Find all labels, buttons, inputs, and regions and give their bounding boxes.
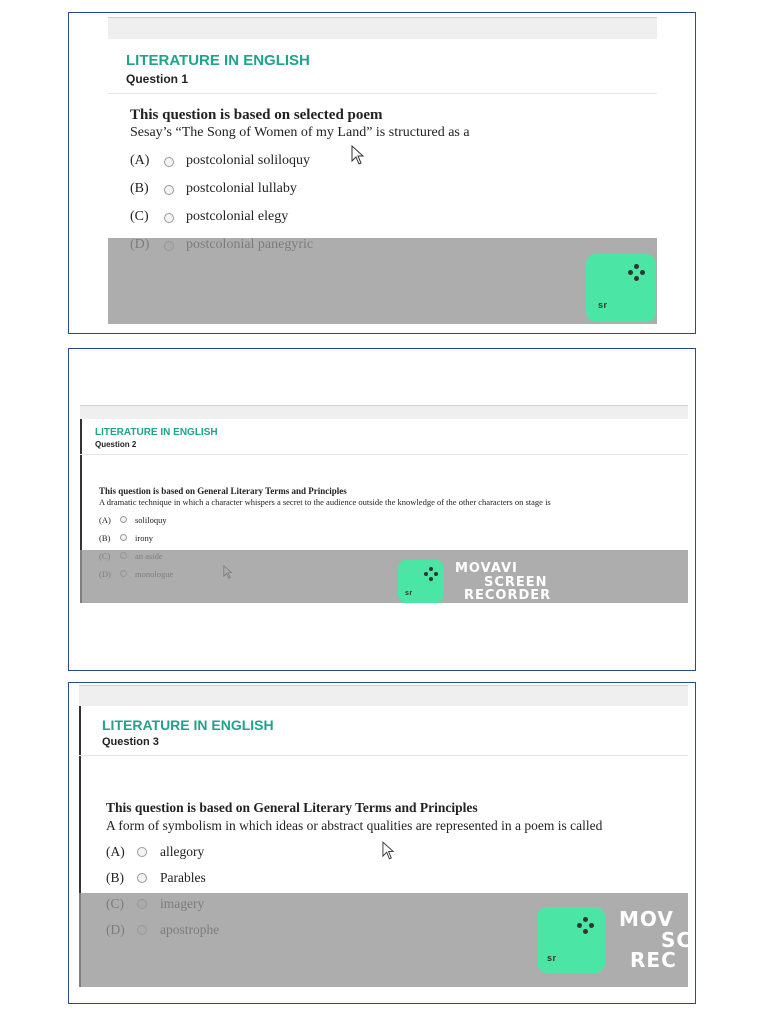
option-radio[interactable]	[164, 185, 174, 195]
panel-top-bar	[79, 685, 688, 706]
question-heading: This question is based on General Literary Terms and Principles	[106, 800, 478, 815]
movavi-recorder-logo	[398, 560, 444, 603]
option-radio[interactable]	[164, 213, 174, 223]
header-divider	[80, 454, 688, 455]
option-radio[interactable]	[137, 847, 147, 857]
panel-top-bar	[80, 405, 688, 419]
gamepad-dots-icon	[628, 264, 646, 282]
screenshot-frame-2	[68, 348, 696, 671]
option-label: allegory	[160, 844, 205, 859]
question-number: Question 3	[102, 736, 159, 748]
recorder-overlay	[108, 238, 657, 324]
header-divider	[79, 755, 688, 756]
question-panel-1	[108, 17, 657, 324]
option-letter: (A)	[106, 844, 125, 859]
movavi-recorder-logo	[586, 254, 656, 322]
recorder-badge: sr	[405, 590, 413, 597]
panel-top-bar	[108, 17, 657, 39]
option-letter: (B)	[99, 533, 111, 543]
mouse-cursor-icon	[351, 145, 365, 165]
question-heading: This question is based on General Literary Terms and Principles	[99, 486, 347, 496]
question-text: Sesay’s “The Song of Women of my Land” is structured as a	[130, 125, 470, 140]
subject-title: LITERATURE IN ENGLISH	[126, 52, 310, 69]
subject-title: LITERATURE IN ENGLISH	[102, 717, 274, 733]
movavi-recorder-logo	[537, 907, 605, 973]
option-letter: (A)	[130, 153, 150, 168]
header-divider	[108, 93, 657, 94]
option-label: postcolonial lullaby	[186, 181, 297, 196]
screenshot-frame-3	[68, 682, 696, 1004]
watermark-line-2: SC	[661, 928, 693, 952]
gamepad-dots-icon	[577, 917, 595, 935]
question-panel-2	[80, 405, 688, 603]
recorder-badge: sr	[598, 300, 608, 310]
option-radio[interactable]	[120, 534, 127, 541]
recorder-overlay	[80, 550, 688, 603]
option-label: postcolonial elegy	[186, 209, 289, 224]
option-radio[interactable]	[120, 516, 127, 523]
option-letter: (C)	[130, 209, 149, 224]
question-heading: This question is based on selected poem	[130, 107, 383, 123]
option-label: Parables	[160, 870, 206, 885]
screenshot-frame-1	[68, 12, 696, 334]
recorder-badge: sr	[547, 953, 557, 963]
question-panel-3	[79, 685, 693, 987]
option-radio[interactable]	[164, 157, 174, 167]
mouse-cursor-icon	[382, 841, 395, 860]
watermark-line-3: REC	[630, 948, 677, 972]
option-label: irony	[135, 533, 153, 543]
question-text: A form of symbolism in which ideas or abstract qualities are represented in a poem is called	[106, 818, 603, 833]
watermark-line-1: MOVAVI	[455, 561, 518, 576]
option-letter: (A)	[99, 515, 111, 525]
option-letter: (B)	[130, 181, 149, 196]
watermark-line-3: RECORDER	[464, 588, 552, 603]
watermark-line-2: SCREEN	[484, 575, 548, 590]
gamepad-dots-icon	[424, 567, 438, 581]
question-number: Question 1	[126, 72, 189, 86]
subject-title: LITERATURE IN ENGLISH	[95, 427, 218, 438]
option-radio[interactable]	[137, 873, 147, 883]
option-label: postcolonial soliloquy	[186, 153, 311, 168]
option-label: soliloquy	[135, 515, 167, 525]
option-letter: (B)	[106, 870, 124, 885]
question-number: Question 2	[95, 440, 137, 449]
watermark-line-1: MOV	[619, 907, 674, 931]
question-text: A dramatic technique in which a character whispers a secret to the audience outside the knowledge of the other characters on stage is	[99, 497, 551, 507]
